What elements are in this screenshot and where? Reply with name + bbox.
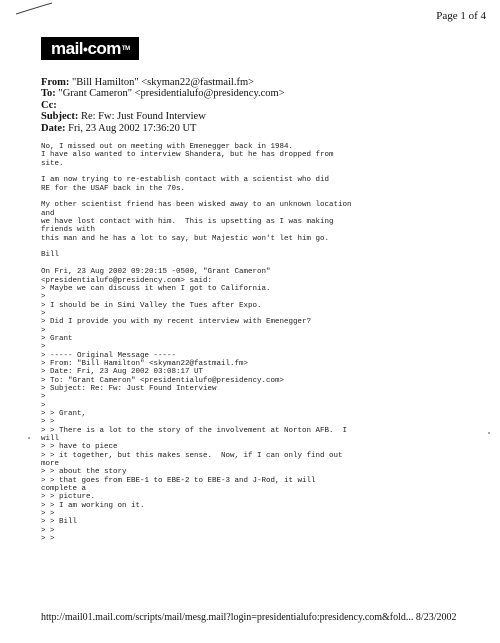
body-line: I am now trying to re-establish contact with a scientist who did [41,176,330,185]
date-row [41,123,481,134]
subject-label: Subject: [41,111,79,123]
body-line: site. [41,159,64,168]
quoted-line: > [41,326,46,335]
body-line [41,260,471,268]
body-line: Bill [41,251,60,260]
logo-dot-icon: • [83,40,88,57]
body-line: I have also wanted to interview Shandera, but he has dropped from [41,151,334,160]
quoted-line: > Did I provide you with my recent interview with Emenegger? [41,318,312,327]
quoted-line: > [41,293,46,302]
quoted-line: > [41,393,46,402]
quoted-line: > I should be in Simi Valley the Tues after Expo. [41,301,262,310]
quoted-line: > [41,401,46,410]
email-headers [41,77,481,134]
quoted-line: > > I am working on it. [41,501,145,510]
to-value: "Grant Cameron" <presidentialufo@presidency.com> [58,88,285,100]
body-line: RE for the USAF back in the 70s. [41,184,186,193]
body-line: more [41,460,60,469]
quoted-line: > > Bill [41,518,78,527]
quoted-line: > > [41,535,55,544]
quoted-line: > > picture. [41,493,96,502]
body-line: On Fri, 23 Aug 2002 09:20:15 -0500, "Grant Cameron" [41,268,271,277]
quoted-line: > > [41,510,55,519]
quoted-line: > > about the story [41,468,127,477]
trademark-icon: TM [121,45,130,52]
scan-speck [488,432,490,434]
quoted-line: > > There is a lot to the story of the involvement at Norton AFB. I [41,426,348,435]
logo-suffix: com [87,38,121,58]
cc-row [41,100,481,111]
body-line [41,168,471,176]
from-row [41,77,481,88]
quoted-line: > Grant [41,334,73,343]
page-number: Page 1 of 4 [436,10,486,22]
to-label: To: [41,88,56,100]
page-footer-url: http://mail01.mail.com/scripts/mail/mesg.mail?login=presidentialufo:presidency.com&fold... 8/23/2002 [41,612,457,623]
cc-label: Cc: [41,99,57,111]
date-label: Date: [41,122,66,134]
body-line: and [41,209,55,218]
quoted-line: > > that goes from EBE-1 to EBE-2 to EBE-3 and J-Rod, it will [41,476,316,485]
quoted-line: > > [41,526,55,535]
quoted-line: > > have to piece [41,443,118,452]
body-line: will [41,435,60,444]
quoted-line: > > [41,418,55,427]
body-line: this man and he has a lot to say, but Majestic won't let him go. [41,234,330,243]
mailcom-logo [41,37,139,60]
scan-speck [28,437,30,439]
body-line [41,193,471,201]
message-body [41,143,471,544]
body-line: friends with [41,226,96,235]
quoted-line: > [41,309,46,318]
from-value: "Bill Hamilton" <skyman22@fastmail.fm> [72,77,255,88]
subject-value: Re: Fw: Just Found Interview [80,111,206,123]
quoted-line: > > it together, but this makes sense. Now, if I can only find out [41,451,343,460]
quoted-line: > ----- Original Message ----- [41,351,177,360]
body-line: complete a [41,485,87,494]
body-line: My other scientist friend has been wisked away to an unknown location [41,201,352,210]
subject-row [41,111,481,122]
quoted-line: > To: "Grant Cameron" <presidentialufo@presidency.com> [41,376,285,385]
quoted-line: > > Grant, [41,410,87,418]
pen-mark-icon [14,2,54,16]
quoted-line: > From: "Bill Hamilton" <skyman22@fastmail.fm> [41,359,249,368]
from-label: From: [41,77,70,88]
body-line [41,243,471,251]
body-line: we have lost contact with him. This is upsetting as I was making [41,218,334,227]
body-line: No, I missed out on meeting with Emenegger back in 1984. [41,143,294,151]
date-value: Fri, 23 Aug 2002 17:36:20 UT [68,122,197,134]
quoted-line: > Maybe we can discuss it when I got to California. [41,284,271,293]
quoted-line: > Subject: Re: Fw: Just Found Interview [41,384,217,393]
quoted-line: > [41,343,46,352]
to-row [41,88,481,99]
body-line: <presidentialufo@presidency.com> said: [41,276,213,285]
logo-text: mail [51,38,84,58]
quoted-line: > Date: Fri, 23 Aug 2002 03:08:17 UT [41,368,204,377]
